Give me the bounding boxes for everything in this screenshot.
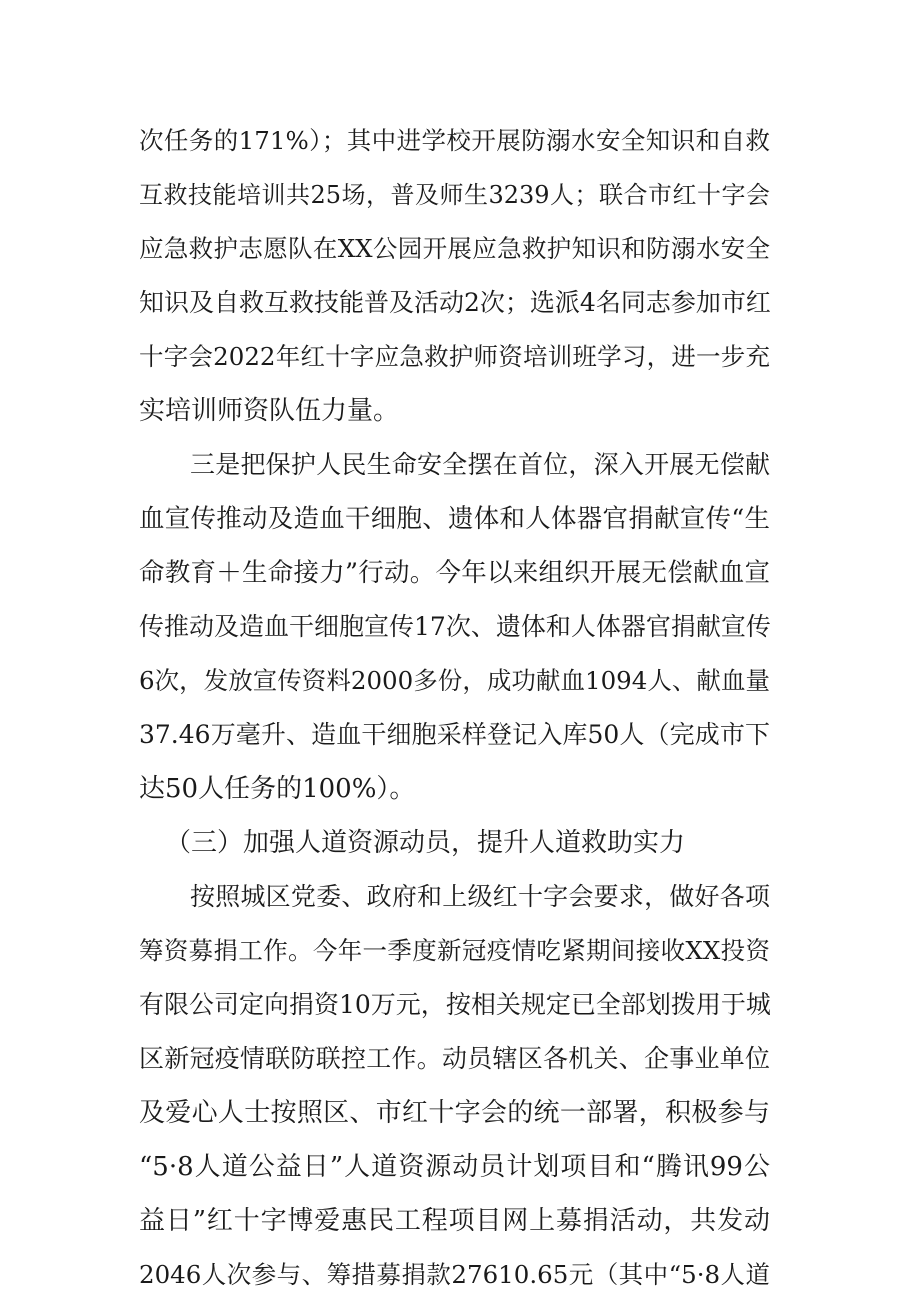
text-line: 应急救护志愿队在XX公园开展应急救护知识和防溺水安全 [139, 234, 770, 263]
text-line: 命教育＋生命接力”行动。今年以来组织开展无偿献血宣 [139, 558, 770, 588]
text-line: 6次，发放宣传资料2000多份，成功献血1094人、献血量 [139, 666, 770, 695]
text-line: 及爱心人士按照区、市红十字会的统一部署，积极参与 [139, 1098, 770, 1128]
text-line: 十字会2022年红十字应急救护师资培训班学习，进一步充 [139, 342, 770, 371]
text-line: 2046人次参与、筹措募捐款27610.65元（其中“5·8人道 [139, 1260, 770, 1289]
text-line: 血宣传推动及造血干细胞、遗体和人体器官捐献宣传“生 [139, 504, 770, 534]
text-line: 次任务的171%）；其中进学校开展防溺水安全知识和自救 [139, 126, 770, 155]
text-line: 有限公司定向捐资10万元，按相关规定已全部划拨用于城 [139, 990, 771, 1019]
text-line: 区新冠疫情联防联控工作。动员辖区各机关、企事业单位 [139, 1044, 770, 1073]
text-line: 互救技能培训共25场，普及师生3239人；联合市红十字会 [139, 181, 770, 209]
paragraph-first-line: 三是把保护人民生命安全摆在首位，深入开展无偿献 [190, 450, 770, 479]
text-line: 达50人任务的100%）。 [139, 774, 416, 804]
text-line: “5·8人道公益日”人道资源动员计划项目和“腾讯99公 [139, 1152, 770, 1182]
text-line: 知识及自救互救技能普及活动2次；选派4名同志参加市红 [139, 288, 771, 317]
text-line: 筹资募捐工作。今年一季度新冠疫情吃紧期间接收XX投资 [139, 936, 770, 965]
paragraph-first-line: 按照城区党委、政府和上级红十字会要求，做好各项 [190, 882, 770, 911]
text-line: 传推动及造血干细胞宣传17次、遗体和人体器官捐献宣传 [139, 612, 771, 641]
text-line: 37.46万毫升、造血干细胞采样登记入库50人（完成市下 [139, 720, 770, 749]
text-line: 益日”红十字博爱惠民工程项目网上募捐活动，共发动 [139, 1206, 770, 1236]
text-line: 实培训师资队伍力量。 [139, 396, 400, 426]
section-heading: （三）加强人道资源动员，提升人道救助实力 [165, 828, 686, 858]
